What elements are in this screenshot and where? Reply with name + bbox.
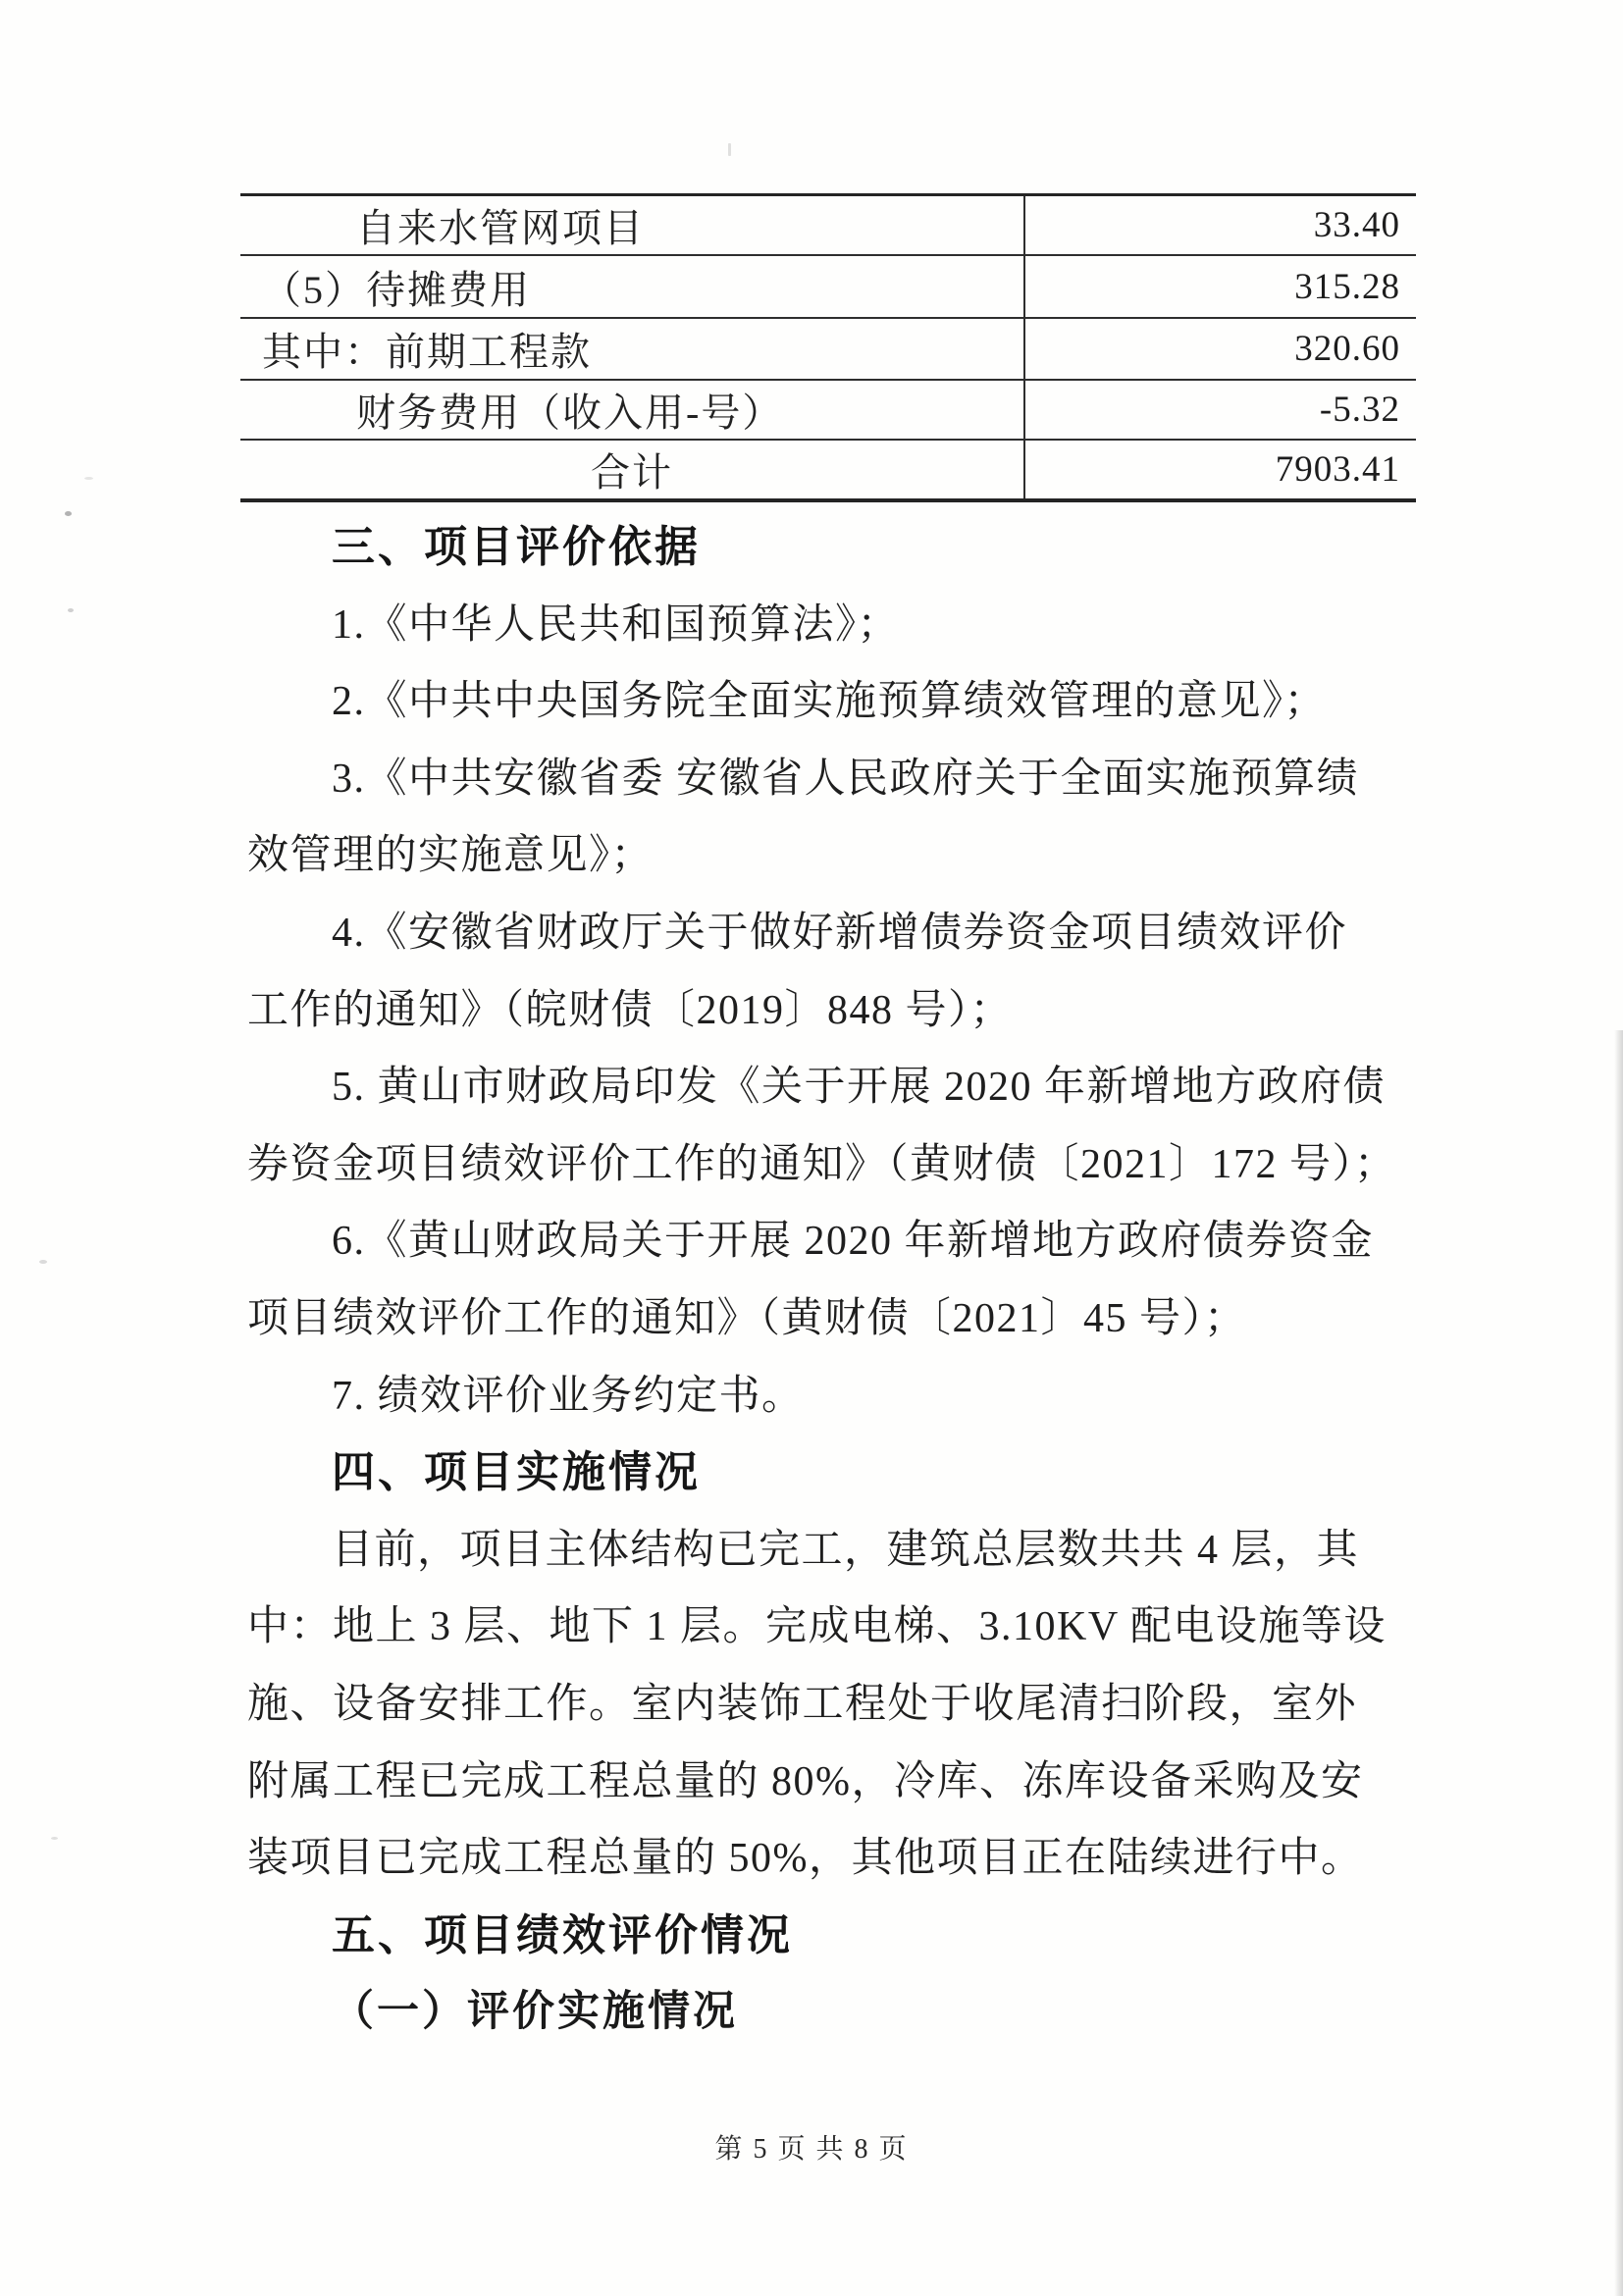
table-cell-label: 合计 (240, 441, 1025, 498)
table-cell-value: 315.28 (1294, 266, 1400, 307)
section-heading: 三、项目评价依据 (332, 523, 701, 571)
table-row (240, 441, 1416, 498)
section-heading: 四、项目实施情况 (332, 1448, 701, 1497)
scan-speck (65, 511, 72, 516)
table-cell-value: -5.32 (1319, 390, 1400, 430)
table-row (240, 256, 1416, 319)
scan-speck (84, 477, 93, 480)
section-heading: 五、项目绩效评价情况 (332, 1910, 793, 1959)
text-line: 7. 绩效评价业务约定书。 (332, 1373, 805, 1419)
text-line: 3.《中共安徽省委 安徽省人民政府关于全面实施预算绩 (332, 756, 1360, 802)
section-heading: （一）评价实施情况 (332, 1989, 738, 2036)
scan-edge-shadow (1614, 1030, 1623, 2296)
scan-speck (68, 608, 74, 612)
text-line: 6.《黄山财政局关于开展 2020 年新增地方政府债券资金 (332, 1219, 1375, 1265)
table-row (240, 319, 1416, 381)
document-body (247, 509, 1425, 2052)
table-cell-label: 其中：前期工程款 (240, 319, 1025, 379)
table-row (240, 381, 1416, 441)
text-line: 1.《中华人民共和国预算法》； (332, 601, 901, 648)
table-cell-value: 320.60 (1294, 329, 1400, 369)
scan-speck (728, 143, 731, 156)
table-cell-value: 7903.41 (1275, 449, 1400, 490)
text-line: 项目绩效评价工作的通知》（黄财债〔2021〕45 号）； (247, 1295, 1247, 1341)
text-line: 效管理的实施意见》； (247, 833, 654, 879)
page-footer: 第 5 页 共 8 页 (714, 2134, 909, 2165)
cost-table (240, 193, 1416, 502)
text-line: 附属工程已完成工程总量的 80%，冷库、冻库设备采购及安 (247, 1758, 1364, 1804)
text-line: 5. 黄山市财政局印发《关于开展 2020 年新增地方政府债 (332, 1065, 1387, 1111)
table-cell-value: 33.40 (1313, 205, 1400, 245)
text-line: 目前，项目主体结构已完工，建筑总层数共共 4 层，其 (332, 1527, 1360, 1573)
text-line: 装项目已完成工程总量的 50%，其他项目正在陆续进行中。 (247, 1836, 1364, 1882)
text-line: 施、设备安排工作。室内装饰工程处于收尾清扫阶段，室外 (247, 1681, 1358, 1727)
text-line: 券资金项目绩效评价工作的通知》（黄财债〔2021〕172 号）； (247, 1141, 1397, 1187)
text-line: 2.《中共中央国务院全面实施预算绩效管理的意见》； (332, 679, 1328, 725)
text-line: 工作的通知》（皖财债〔2019〕848 号）； (247, 987, 1014, 1033)
table-cell-label: 财务费用（收入用-号） (240, 381, 1025, 439)
scan-speck (39, 1260, 47, 1264)
table-cell-label: （5）待摊费用 (240, 256, 1025, 317)
table-row (240, 196, 1416, 256)
text-line: 中：地上 3 层、地下 1 层。完成电梯、3.10KV 配电设施等设 (247, 1604, 1387, 1650)
table-cell-label: 自来水管网项目 (240, 196, 1025, 254)
scan-speck (51, 1837, 58, 1840)
text-line: 4.《安徽省财政厅关于做好新增债券资金项目绩效评价 (332, 910, 1348, 956)
